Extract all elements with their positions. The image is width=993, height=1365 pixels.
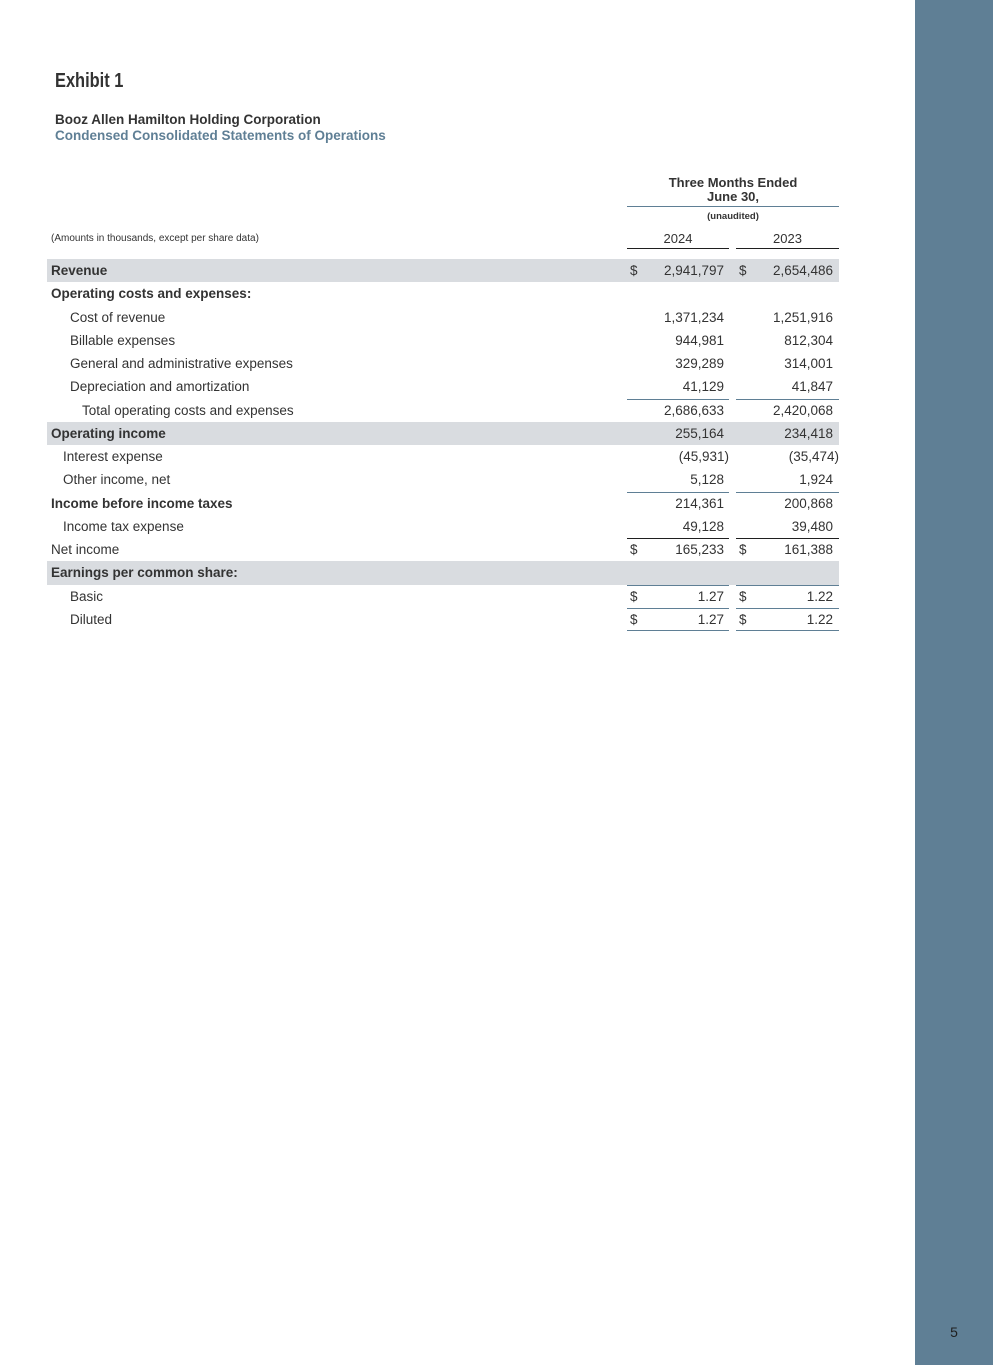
row-other-income [47,468,839,491]
value-2024: 2,941,797 [663,263,724,278]
row-label: Revenue [51,263,108,278]
row-interest-expense [47,445,839,468]
value-2023: 2,420,068 [772,402,833,418]
eps-rule [736,608,839,609]
value-2023: 1,924 [799,472,833,488]
currency-symbol: $ [739,542,747,557]
value-2023: 234,418 [784,425,833,441]
company-name: Booz Allen Hamilton Holding Corporation [55,112,321,127]
value-2024: (45,931) [678,449,729,464]
eps-rule [627,585,729,586]
year-header-2023: 2023 [773,231,802,246]
subtotal-rule [736,492,839,493]
value-2024: 329,289 [675,356,724,371]
currency-symbol: $ [630,588,638,604]
row-label: Basic [70,588,104,604]
row-cost-of-revenue [47,306,839,329]
row-label: Billable expenses [70,332,176,348]
value-2023: 1.22 [806,611,833,627]
row-revenue [47,259,839,282]
row-label: Operating costs and expenses: [51,286,252,302]
year-header-2024: 2024 [663,231,693,246]
total-rule [736,538,839,539]
value-2024: 944,981 [675,332,724,348]
currency-symbol: $ [739,263,747,278]
row-label: Net income [51,542,120,557]
row-label: Cost of revenue [70,309,166,325]
currency-symbol: $ [739,611,747,627]
eps-bottom-rule [736,630,839,631]
income-statement-table [47,259,839,631]
currency-symbol: $ [630,263,638,278]
page-number: 5 [950,1324,958,1340]
value-2023: 1.22 [806,588,833,604]
row-operating-costs-header [47,282,839,305]
year-rule-2024 [627,248,729,249]
row-label: Income before income taxes [51,495,233,511]
value-2024: 214,361 [675,495,724,511]
eps-rule [627,608,729,609]
row-operating-income [47,422,839,445]
value-2024: 1.27 [697,611,724,627]
side-bar [915,0,993,1365]
row-eps-header [47,561,839,584]
value-2023: 200,868 [784,495,833,511]
subtotal-rule [736,399,839,400]
value-2024: 1.27 [697,588,724,604]
year-rule-2023 [736,248,839,249]
row-label: General and administrative expenses [70,356,293,371]
period-header-line2: June 30, [706,189,760,204]
row-depreciation-amortization [47,375,839,398]
value-2023: 314,001 [784,356,833,371]
row-eps-basic [47,585,839,608]
row-label: Income tax expense [63,518,184,534]
row-label: Total operating costs and expenses [82,402,294,418]
row-label: Diluted [70,611,113,627]
row-income-before-taxes [47,492,839,515]
period-header-line1: Three Months Ended [668,175,798,190]
statement-title: Condensed Consolidated Statements of Operations [55,128,386,143]
row-income-tax-expense [47,515,839,538]
row-general-administrative [47,352,839,375]
value-2024: 255,164 [675,425,724,441]
value-2023: 161,388 [784,542,833,557]
value-2023: 39,480 [791,518,833,534]
value-2024: 41,129 [682,379,724,395]
row-label: Interest expense [63,449,163,464]
value-2024: 1,371,234 [663,309,724,325]
period-rule [627,206,839,207]
value-2023: 1,251,916 [772,309,833,325]
row-label: Earnings per common share: [51,565,238,581]
row-eps-diluted [47,608,839,631]
period-header [627,176,839,204]
row-total-operating-costs [47,399,839,422]
row-label: Other income, net [63,472,171,488]
amounts-note: (Amounts in thousands, except per share data) [51,233,259,244]
currency-symbol: $ [739,588,747,604]
value-2024: 2,686,633 [663,402,724,418]
row-net-income [47,538,839,561]
eps-bottom-rule [627,630,729,631]
eps-rule [736,585,839,586]
value-2023: 2,654,486 [772,263,833,278]
value-2024: 165,233 [675,542,724,557]
total-rule [627,538,729,539]
value-2024: 49,128 [682,518,724,534]
exhibit-title: Exhibit 1 [55,70,124,92]
currency-symbol: $ [630,542,638,557]
value-2024: 5,128 [690,472,724,488]
row-label: Operating income [51,425,166,441]
unaudited-label: (unaudited) [707,211,759,222]
subtotal-rule [627,492,729,493]
row-billable-expenses [47,329,839,352]
value-2023: 41,847 [791,379,833,395]
subtotal-rule [627,399,729,400]
value-2023: (35,474) [788,449,839,464]
value-2023: 812,304 [784,332,833,348]
currency-symbol: $ [630,611,638,627]
row-label: Depreciation and amortization [70,379,250,395]
